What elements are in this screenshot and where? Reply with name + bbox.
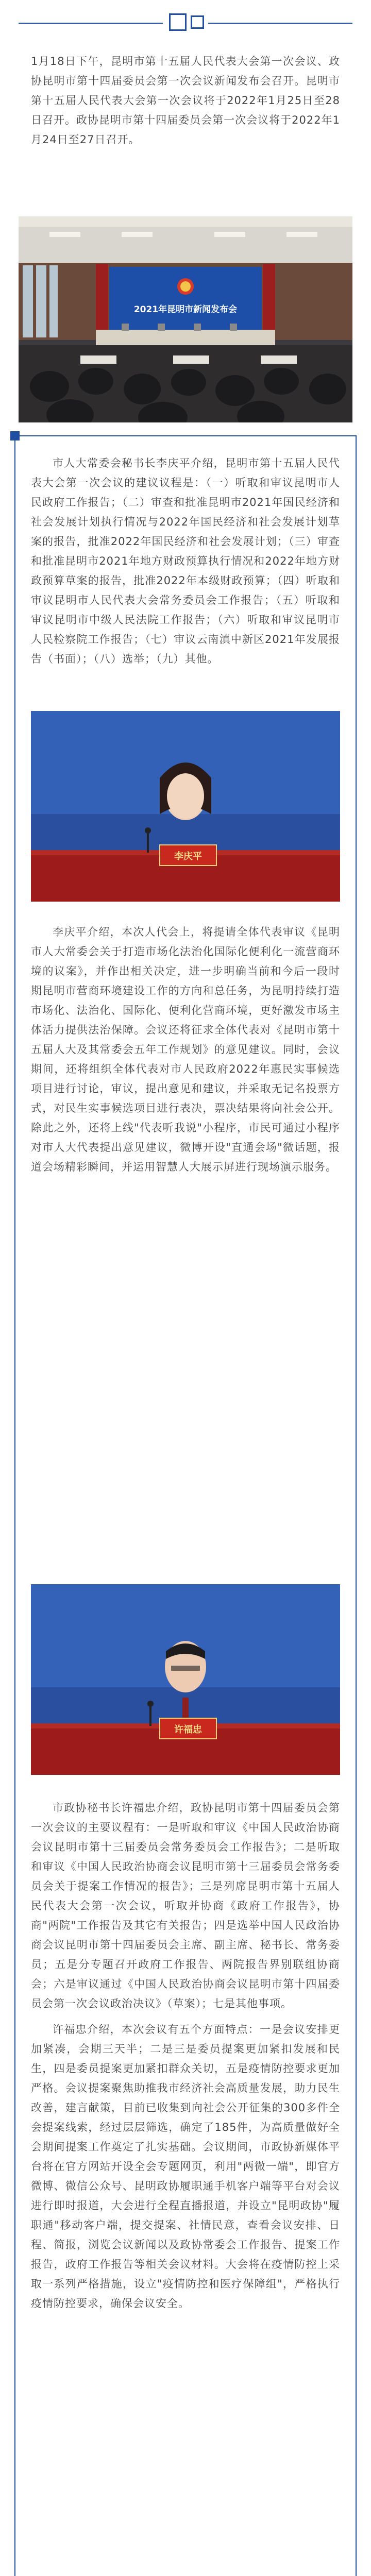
nameplate-xu: 许福忠 — [174, 1724, 202, 1735]
paragraph-li-intro: 李庆平介绍，本次人代会上，将提请全体代表审议《昆明市人大常委会关于打造市场化法治化国际化便利化一流营商环境的议案》，并作出相关决定，进一步明确当前和今后一段时期昆明市营商环境建设工作的方向和总任务，为昆明持续打造市场化、法治化、国际化、便利化营商环境，更好激发市场主体活力提供法治保障。会议还将征求全体代表对《昆明市第十五届人大及其常委会五年工作规划》的意见建议。同时，会议期间，还将组织全体代表对市人民政府2022年惠民实事候选项目进行讨论，审议，提出意见和建议，并采取无记名投票方式，对民生实事候选项目进行表决，票决结果将向社会公开。除此之外，还将上线"代表听我说"小程序，市民可通过小程序对市人大代表提出意见建议，微博开设"直通会场"微话题，报道会场精彩瞬间，并运用智慧人大展示屏进行现场演示服务。 — [31, 926, 340, 1173]
speaker-photo-xu — [31, 1584, 340, 1775]
intro-text — [31, 52, 340, 156]
section2-text — [31, 1798, 340, 2319]
section1-text-b — [31, 922, 340, 1183]
speaker-photo-li — [31, 711, 340, 902]
top-decoration — [0, 0, 371, 57]
conference-photo — [19, 216, 352, 422]
paragraph-xu-agenda: 市政协秘书长许福忠介绍，政协昆明市第十四届委员会第一次会议的主要议程有：一是听取和审议《中国人民政治协商会议昆明市第十三届委员会常务委员会工作报告》；二是听取和审议《中国人民政治协商会议昆明市第十三届委员会常务委员会关于提案工作情况的报告》；三是列席昆明市第十五届人民代表大会第一次会议，听取并协商《政府工作报告》，协商"两院"工作报告及其它有关报告；四是选举中国人民政治协商会议昆明市第十四届委员会主席、副主席、秘书长、常务委员；五是分专题召开政府工作报告、两院报告界别联组协商会；六是审议通过《中国人民政治协商会议昆明市第十四届委员会第一次会议政治决议》（草案）；七是其他事项。 — [31, 1802, 340, 2010]
paragraph-xu-features: 许福忠介绍，本次会议有五个方面特点：一是会议安排更加紧凑，会期三天半；二是三是委员提案更加紧扣发展和民生，四是委员提案更加紧扣群众关切，五是疫情防控要求更加严格。会议提案聚焦助推我市经济社会高质量发展，助力民生改善，建言献策，目前已收集到向社会公开征集的300多件全会提案线索，经过层层筛选，确定了185件，为高质量做好全会期间提案工作奠定了扎实基础。会议期间，市政协新媒体平台将在官方网站开设全会专题网页，利用"两微一端"，即官方微博、微信公众号、昆明政协履职通手机客户端等平台对会议进行即时报道，大会进行全程直播报道，并设立"昆明政协"履职通"移动客户端，提交提案、社情民意，查看会议安排、日程、简报，浏览会议新闻以及政协常委会工作报告、提案工作报告，政府工作报告等相关会议材料。大会将在疫情防控上采取一系列严格措施，设立"疫情防控和医疗保障组"，严格执行疫情防控要求，确保会议安全。 — [31, 2023, 340, 2310]
nameplate-li: 李庆平 — [174, 851, 202, 862]
intro-paragraph: 1月18日下午，昆明市第十五届人民代表大会第一次会议、政协昆明市第十四届委员会第一次会议新闻发布会召开。昆明市第十五届人民代表大会第一次会议将于2022年1月25日至28日召开。政协昆明市第十四届委员会第一次会议将于2022年1月24日至27日召开。 — [31, 55, 340, 146]
section1-text-a — [31, 453, 340, 675]
banner-text: 2021年昆明市新闻发布会 — [133, 304, 238, 315]
paragraph-agenda: 市人大常委会秘书长李庆平介绍，昆明市第十五届人民代表大会第一次会议的建议议程是：（一）听取和审议昆明市人民政府工作报告；（二）审查和批准昆明市2021年国民经济和社会发展计划执行情况与2022年国民经济和社会发展计划草案的报告，批准2022年国民经济和社会发展计划；（三）审查和批准昆明市2021年地方财政预算执行情况和2022年地方财政预算草案的报告，批准2022年本级财政预算；（四）听取和审议昆明市人民代表大会常务委员会工作报告；（五）听取和审议昆明市中级人民法院工作报告；（六）听取和审议昆明市人民检察院工作报告；（七）审议云南滇中新区2021年发展报告（书面）；（八）选举；（九）其他。 — [31, 457, 340, 665]
